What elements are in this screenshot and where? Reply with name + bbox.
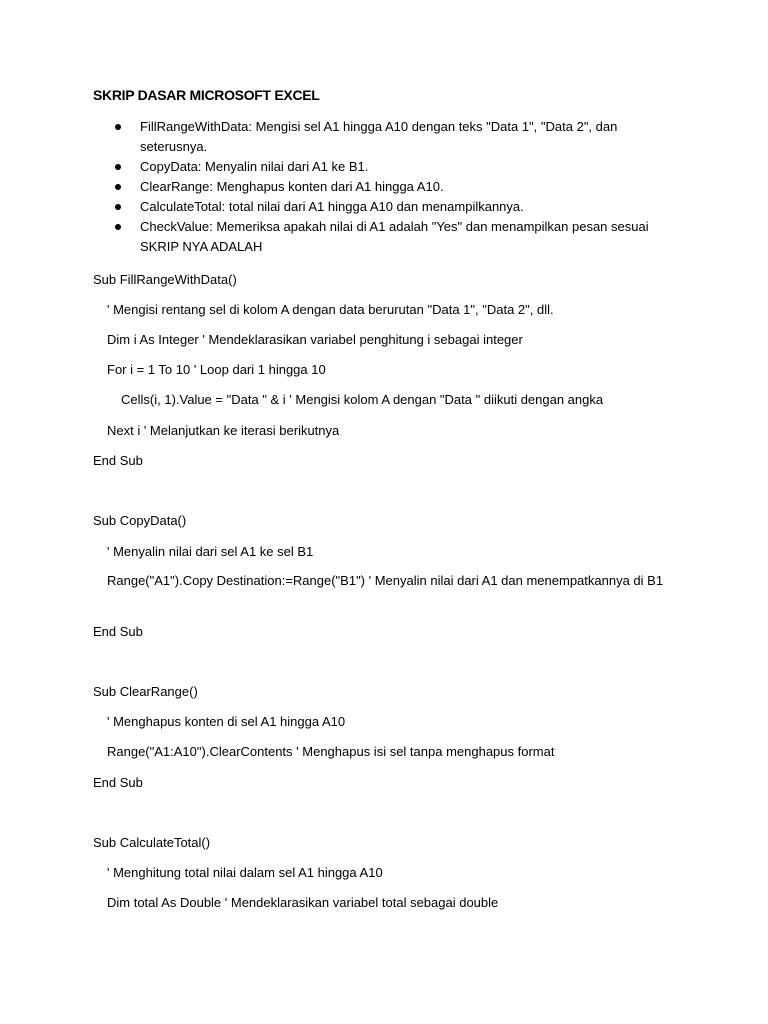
bullet-text: ClearRange: Menghapus konten dari A1 hingga A10.: [140, 179, 444, 194]
code-line-statement: For i = 1 To 10 ' Loop dari 1 hingga 10: [107, 362, 326, 377]
code-line-sub-declaration: Sub ClearRange(): [93, 684, 198, 699]
bullet-text: FillRangeWithData: Mengisi sel A1 hingga A10 dengan teks "Data 1", "Data 2", dan seterusnya.: [140, 119, 618, 154]
bullet-text: CheckValue: Memeriksa apakah nilai di A1 adalah "Yes" dan menampilkan pesan sesuai SKRIP NYA ADALAH: [140, 219, 649, 254]
code-line-comment: ' Menghitung total nilai dalam sel A1 hingga A10: [107, 865, 383, 880]
bullet-dot-icon: [115, 224, 121, 230]
code-line-statement: Next i ' Melanjutkan ke iterasi berikutnya: [107, 423, 340, 438]
bullet-dot-icon: [115, 184, 121, 190]
bullet-dot-icon: [115, 164, 121, 170]
code-line-end-sub: End Sub: [93, 775, 143, 790]
code-line-comment: ' Menghapus konten di sel A1 hingga A10: [107, 714, 346, 729]
code-line-comment: ' Menyalin nilai dari sel A1 ke sel B1: [107, 544, 314, 559]
code-line-statement: Cells(i, 1).Value = "Data " & i ' Mengisi kolom A dengan "Data " diikuti dengan angka: [121, 392, 604, 407]
bullet-item: [93, 197, 673, 217]
bullet-text: CopyData: Menyalin nilai dari A1 ke B1.: [140, 159, 369, 174]
document-title: SKRIP DASAR MICROSOFT EXCEL: [93, 87, 320, 103]
code-line-comment: ' Mengisi rentang sel di kolom A dengan data berurutan "Data 1", "Data 2", dll.: [107, 302, 554, 317]
bullet-dot-icon: [115, 124, 121, 130]
code-line-sub-declaration: Sub CalculateTotal(): [93, 835, 211, 850]
code-line-statement-text: Range("A1").Copy Destination:=Range("B1") ' Menyalin nilai dari A1 dan menempatkannya di B1: [107, 573, 664, 588]
bullet-item: [93, 157, 673, 177]
code-line-statement: Dim total As Double ' Mendeklarasikan variabel total sebagai double: [107, 895, 499, 910]
bullet-item: [93, 117, 673, 157]
bullet-item: [93, 177, 673, 197]
code-line-end-sub: End Sub: [93, 453, 143, 468]
code-line-sub-declaration: Sub CopyData(): [93, 513, 187, 528]
code-line-statement: Dim i As Integer ' Mendeklarasikan variabel penghitung i sebagai integer: [107, 332, 523, 347]
code-line-statement-wrapped: [93, 571, 683, 591]
code-line-sub-declaration: Sub FillRangeWithData(): [93, 272, 237, 287]
bullet-item: [93, 217, 673, 257]
code-line-end-sub: End Sub: [93, 624, 143, 639]
code-line-statement: Range("A1:A10").ClearContents ' Menghapus isi sel tanpa menghapus format: [107, 744, 555, 759]
bullet-text: CalculateTotal: total nilai dari A1 hingga A10 dan menampilkannya.: [140, 199, 524, 214]
summary-bullet-list: [93, 117, 673, 257]
bullet-dot-icon: [115, 204, 121, 210]
